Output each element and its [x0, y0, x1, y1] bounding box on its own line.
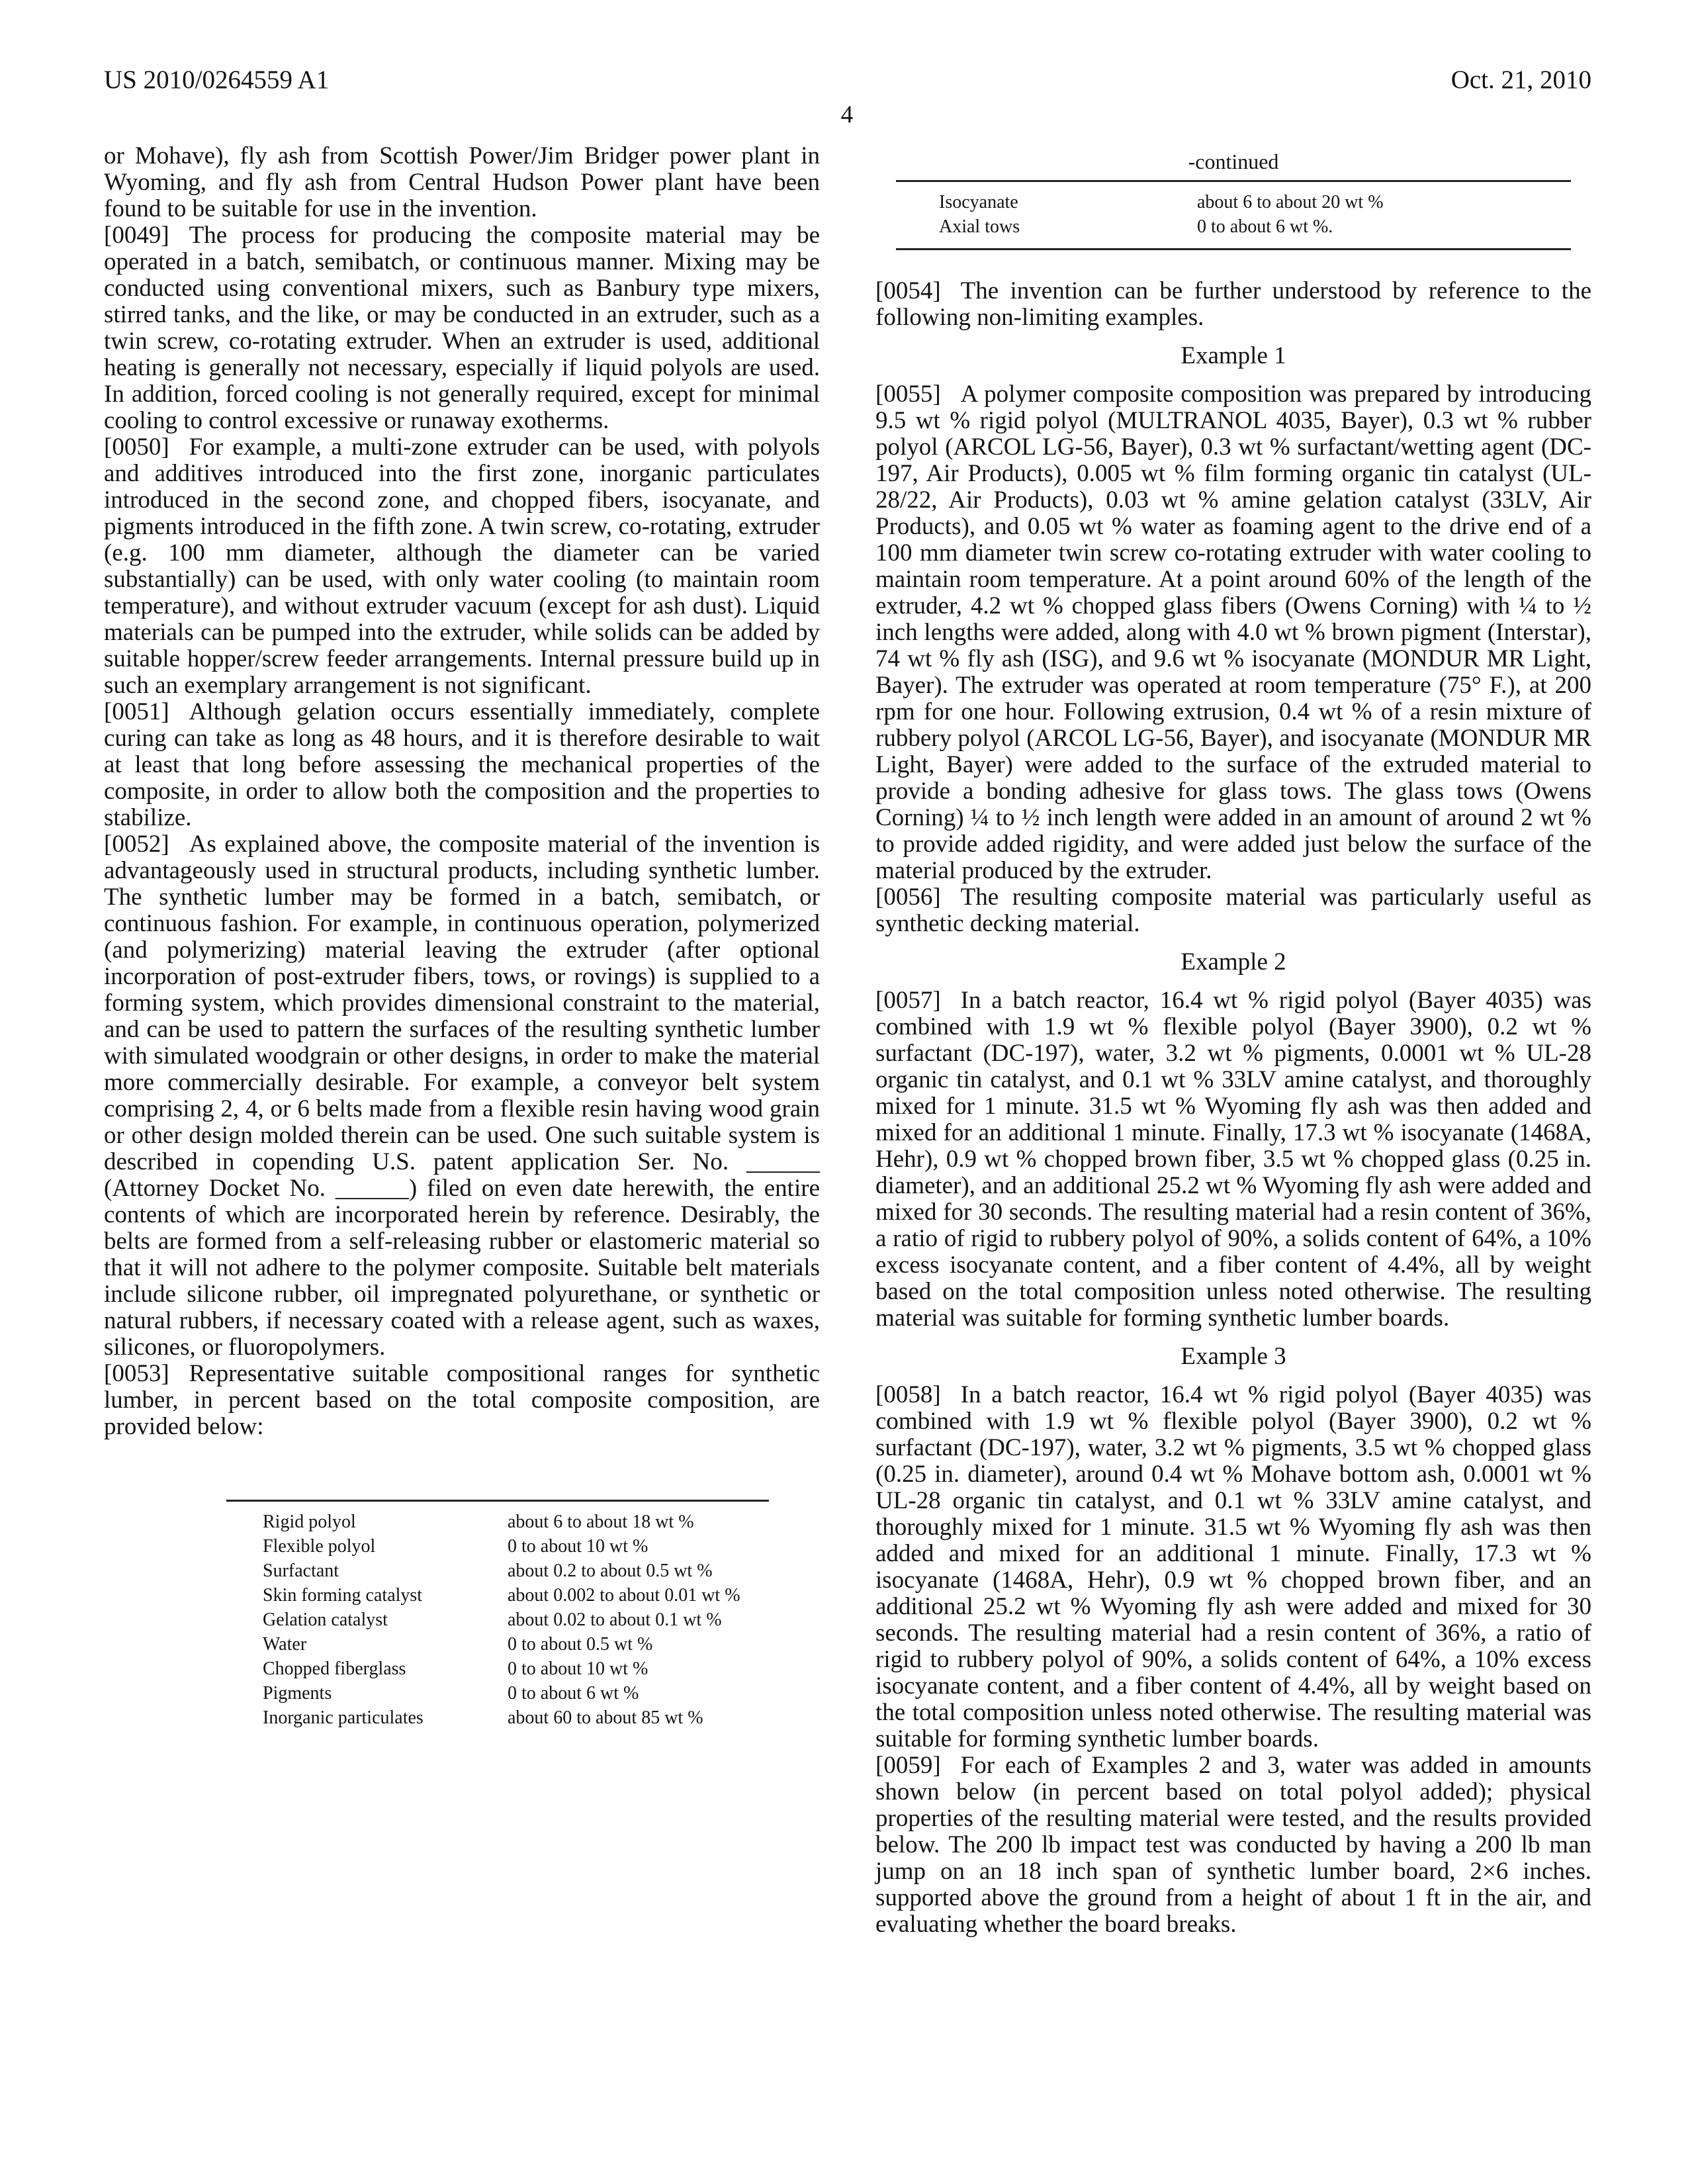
paragraph-text: In a batch reactor, 16.4 wt % rigid polyol (Bayer 4035) was combined with 1.9 wt % flexible polyol (Bayer 3900), 0.2 wt % surfactant (DC-197), water, 3.2 wt % pigments, 3.5 wt % chopped glass (0.25 in. diameter), around 0.4 wt % Mohave bottom ash, 0.0001 wt % UL-28 organic tin catalyst, and 0.1 wt % 33LV amine catalyst, and thoroughly mixed for 1 minute. 31.5 wt % Wyoming fly ash was then added and mixed for an additional 1 minute. Finally, 17.3 wt % isocyanate (1468A, Hehr), 0.9 wt % chopped brown fiber, and an additional 25.2 wt % Wyoming fly ash were added and mixed for 30 seconds. The resulting material had a resin content of 36%, a ratio of rigid to rubbery polyol of 90%, a solids content of 64%, a 10% excess isocyanate content, and a fiber content of 4.4%, all by weight based on the total composition unless noted otherwise. The resulting material was suitable for forming synthetic lumber boards. — [875, 1381, 1591, 1752]
paragraph-tag: [0050] — [104, 433, 169, 461]
component-name: Isocyanate — [939, 192, 1018, 212]
paragraph-0055 — [875, 381, 1591, 884]
table-row — [896, 214, 1571, 239]
component-name: Surfactant — [263, 1561, 339, 1581]
paragraph-0052 — [104, 831, 820, 1361]
paragraph-tag: [0055] — [875, 381, 941, 408]
publication-number: US 2010/0264559 A1 — [104, 66, 330, 94]
paragraph-0049 — [104, 222, 820, 434]
component-name: Rigid polyol — [263, 1512, 356, 1532]
paragraph-text: For example, a multi-zone extruder can be used, with polyols and additives introduced into the first zone, inorganic particulates introduced in the second zone, and chopped fibers, isocyanate, and pigments introduced in the fifth zone. A twin screw, co-rotating, extruder (e.g. 100 mm diameter, although the diameter can be varied substantially) can be used, with only water cooling (to maintain room temperature), and without extruder vacuum (except for ash dust). Liquid materials can be pumped into the extruder, while solids can be added by suitable hopper/screw feeder arrangements. Internal pressure build up in such an exemplary arrangement is not significant. — [104, 433, 820, 699]
continued-table-body — [896, 180, 1571, 250]
paragraph-tag: [0059] — [875, 1752, 941, 1779]
paragraph-text: The process for producing the composite material may be operated in a batch, semibatch, or continuous manner. Mixing may be conducted using conventional mixers, such as Banbury type mixers, stirred tanks, and the like, or may be conducted in an extruder, such as a twin screw, co-rotating extruder. When an extruder is used, additional heating is generally not necessary, especially if liquid polyols are used. In addition, forced cooling is not generally required, except for minimal cooling to control excessive or runaway exotherms. — [104, 222, 820, 434]
paragraph-text: The invention can be further understood by reference to the following non-limiting examples. — [875, 277, 1591, 331]
paragraph-tag: [0056] — [875, 884, 941, 911]
paragraph-tag: [0051] — [104, 698, 169, 725]
paragraph-text: As explained above, the composite material of the invention is advantageously used in structural products, including synthetic lumber. The synthetic lumber may be formed in a batch, semibatch, or continuous fashion. For example, in continuous operation, polymerized (and polymerizing) material leaving the extruder (after optional incorporation of post-extruder fibers, tows, or rovings) is supplied to a forming system, which provides dimensional constraint to the material, and can be used to pattern the surfaces of the resulting synthetic lumber with simulated woodgrain or other designs, in order to make the material more commercially desirable. For example, a conveyor belt system comprising 2, 4, or 6 belts made from a flexible resin having wood grain or other design molded therein can be used. One such suitable system is described in copending U.S. patent application Ser. No. ______ (Attorney Docket No. ______) filed on even date herewith, the entire contents of which are incorporated herein by reference. Desirably, the belts are formed from a self-releasing rubber or elastomeric material so that it will not adhere to the polymer composite. Suitable belt materials include silicone rubber, oil impregnated polyurethane, or synthetic or natural rubbers, if necessary coated with a release agent, such as waxes, silicones, or fluoropolymers. — [104, 831, 820, 1361]
paragraph-text: Although gelation occurs essentially immediately, complete curing can take as long as 48 hours, and it is therefore desirable to wait at least that long before assessing the mechanical properties of the composite, in order to allow both the composition and the properties to stabilize. — [104, 698, 820, 831]
component-range: 0 to about 10 wt % — [508, 1536, 648, 1557]
component-name: Pigments — [263, 1683, 332, 1704]
content-columns — [104, 143, 1591, 1938]
example-1-heading: Example 1 — [1181, 342, 1286, 369]
component-range: about 0.02 to about 0.1 wt % — [508, 1610, 722, 1630]
paragraph-0057 — [875, 987, 1591, 1332]
table-row — [896, 190, 1571, 214]
table-row — [226, 1681, 769, 1706]
publication-date: Oct. 21, 2010 — [1450, 66, 1591, 94]
component-name: Chopped fiberglass — [263, 1659, 406, 1679]
paragraph-text: Representative suitable compositional ranges for synthetic lumber, in percent based on the total composite composition, are provided below: — [104, 1360, 820, 1440]
component-range: about 60 to about 85 wt % — [508, 1707, 703, 1728]
continuation-paragraph: or Mohave), fly ash from Scottish Power/Jim Bridger power plant in Wyoming, and fly ash from Central Hudson Power plant have been found to be suitable for use in the invention. — [104, 142, 820, 222]
paragraph-tag: [0054] — [875, 277, 941, 304]
paragraph-0056 — [875, 884, 1591, 937]
component-name: Water — [263, 1634, 307, 1655]
component-name: Flexible polyol — [263, 1536, 376, 1557]
component-name: Inorganic particulates — [263, 1707, 424, 1728]
paragraph-tag: [0057] — [875, 987, 941, 1014]
table-row — [226, 1534, 769, 1559]
paragraph-0058 — [875, 1382, 1591, 1752]
continued-table-label: -continued — [1188, 150, 1279, 173]
paragraph-0054 — [875, 278, 1591, 331]
table-row — [226, 1706, 769, 1730]
component-range: 0 to about 0.5 wt % — [508, 1634, 653, 1655]
page-number: 4 — [840, 101, 854, 128]
paragraph-tag: [0052] — [104, 831, 169, 858]
continued-table — [896, 148, 1571, 250]
left-column — [104, 143, 820, 1938]
paragraph-0059 — [875, 1752, 1591, 1938]
paragraph-tag: [0058] — [875, 1381, 941, 1408]
example-2-heading: Example 2 — [1181, 948, 1286, 976]
page-header — [104, 65, 1591, 95]
table-row — [226, 1657, 769, 1681]
table-row — [226, 1583, 769, 1608]
component-name: Gelation catalyst — [263, 1610, 388, 1630]
component-range: about 0.002 to about 0.01 wt % — [508, 1585, 740, 1606]
component-range: 0 to about 6 wt % — [508, 1683, 639, 1704]
component-range: about 6 to about 20 wt % — [1197, 192, 1384, 212]
table-row — [226, 1510, 769, 1534]
paragraph-text: The resulting composite material was particularly useful as synthetic decking material. — [875, 884, 1591, 937]
component-name: Axial tows — [939, 216, 1020, 237]
table-row — [226, 1559, 769, 1583]
table-row — [226, 1608, 769, 1632]
paragraph-0053 — [104, 1361, 820, 1440]
component-range: about 6 to about 18 wt % — [508, 1512, 694, 1532]
component-range: 0 to about 6 wt %. — [1197, 216, 1333, 237]
paragraph-text: In a batch reactor, 16.4 wt % rigid polyol (Bayer 4035) was combined with 1.9 wt % flexible polyol (Bayer 3900), 0.2 wt % surfactant (DC-197), water, 3.2 wt % pigments, 0.0001 wt % UL-28 organic tin catalyst, and 0.1 wt % 33LV amine catalyst, and thoroughly mixed for 1 minute. 31.5 wt % Wyoming fly ash was then added and mixed for an additional 1 minute. Finally, 17.3 wt % isocyanate (1468A, Hehr), 0.9 wt % chopped brown fiber, 3.5 wt % chopped glass (0.25 in. diameter), and an additional 25.2 wt % Wyoming fly ash were added and mixed for 30 seconds. The resulting material had a resin content of 36%, a ratio of rigid to rubbery polyol of 90%, a solids content of 64%, a 10% excess isocyanate content, and a fiber content of 4.4%, all by weight based on the total composition unless noted otherwise. The resulting material was suitable for forming synthetic lumber boards. — [875, 987, 1591, 1332]
paragraph-tag: [0053] — [104, 1360, 169, 1387]
component-range: about 0.2 to about 0.5 wt % — [508, 1561, 713, 1581]
component-name: Skin forming catalyst — [263, 1585, 423, 1606]
paragraph-text: For each of Examples 2 and 3, water was added in amounts shown below (in percent based on total polyol added); physical properties of the resulting material were tested, and the results provided below. The 200 lb impact test was conducted by having a 200 lb man jump on an 18 inch span of synthetic lumber board, 2×6 inches. supported above the ground from a height of about 1 ft in the air, and evaluating whether the board breaks. — [875, 1752, 1591, 1938]
component-range: 0 to about 10 wt % — [508, 1659, 648, 1679]
paragraph-0051 — [104, 699, 820, 831]
composition-table — [226, 1500, 769, 1730]
table-row — [226, 1632, 769, 1657]
example-3-heading: Example 3 — [1181, 1343, 1286, 1370]
right-column — [875, 143, 1591, 1938]
paragraph-0050 — [104, 434, 820, 699]
paragraph-tag: [0049] — [104, 222, 169, 249]
paragraph-text: A polymer composite composition was prepared by introducing 9.5 wt % rigid polyol (MULTRANOL 4035, Bayer), 0.3 wt % rubber polyol (ARCOL LG-56, Bayer), 0.3 wt % surfactant/wetting agent (DC-197, Air Products), 0.005 wt % film forming organic tin catalyst (UL-28/22, Air Products), 0.03 wt % amine gelation catalyst (33LV, Air Products), and 0.05 wt % water as foaming agent to the drive end of a 100 mm diameter twin screw co-rotating extruder with water cooling to maintain room temperature. At a point around 60% of the length of the extruder, 4.2 wt % chopped glass fibers (Owens Corning) with ¼ to ½ inch lengths were added, along with 4.0 wt % brown pigment (Interstar), 74 wt % fly ash (ISG), and 9.6 wt % isocyanate (MONDUR MR Light, Bayer). The extruder was operated at room temperature (75° F.), at 200 rpm for one hour. Following extrusion, 0.4 wt % of a resin mixture of rubbery polyol (ARCOL LG-56, Bayer), and isocyanate (MONDUR MR Light, Bayer) were added to the surface of the extruded material to provide a bonding adhesive for glass tows. The glass tows (Owens Corning) ¼ to ½ inch length were added in an amount of around 2 wt % to provide added rigidity, and were added just below the surface of the material produced by the extruder. — [875, 381, 1591, 884]
